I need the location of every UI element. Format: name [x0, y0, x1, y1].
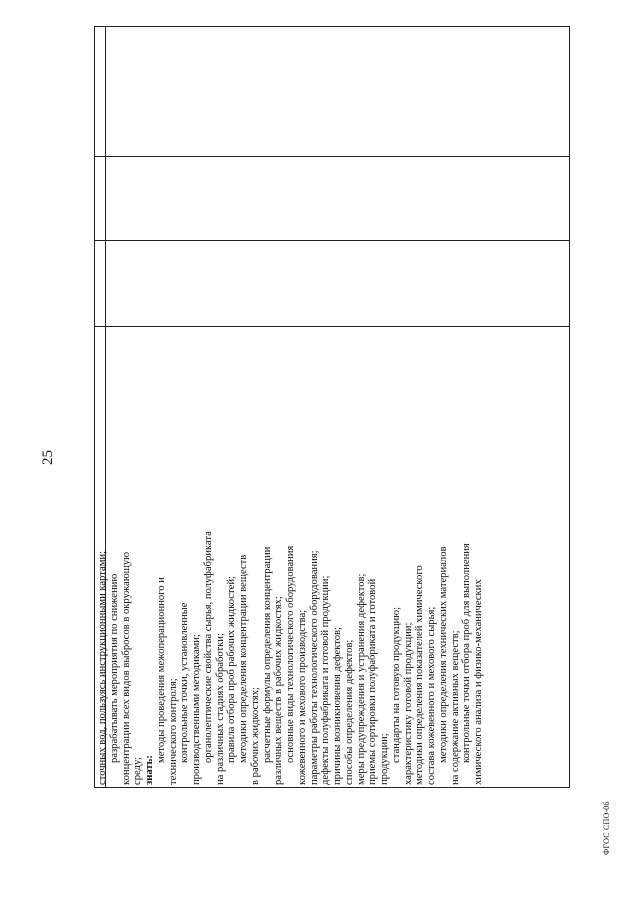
- cell-text-line: методы проведения межоперационного и: [155, 577, 167, 763]
- cell-text-line: технического контроля;: [167, 678, 179, 785]
- cell-text-line: сточных вод, пользуясь инструкционными картами;: [97, 550, 108, 785]
- cell-text-line: химического анализа и физико-механических: [473, 579, 484, 785]
- page-number: 25: [40, 450, 56, 465]
- column-divider-2: [95, 240, 569, 241]
- cell-text-line: меры предупреждения и устранения дефектов;: [355, 573, 367, 785]
- cell-text-line: причины возникновения дефектов;: [332, 627, 343, 785]
- cell-text-line: продукции;: [379, 733, 390, 785]
- cell-text-line: стандарты на готовую продукцию;: [390, 606, 402, 763]
- cell-text-line: знать:: [144, 755, 155, 785]
- cell-text-line: правила отбора проб рабочих жидкостей;: [226, 576, 238, 763]
- cell-text-line: основные виды технологического оборудования: [285, 545, 296, 763]
- cell-text-line: разрабатывать мероприятия по снижению: [108, 573, 120, 763]
- cell-text-line: состава кожевенного и мехового сырья;: [426, 606, 437, 785]
- cell-text-line: методики определения показателей химического: [414, 565, 426, 785]
- table-cell-content: [97, 330, 567, 785]
- cell-text-line: в рабочих жидкостях;: [249, 687, 261, 785]
- column-divider-3: [95, 156, 569, 157]
- cell-text-line: методики определения концентрации веществ: [238, 554, 249, 763]
- cell-text-line: дефекты полуфабриката и готовой продукции;: [320, 575, 332, 785]
- column-divider-1: [95, 326, 569, 327]
- footer-code: ФГОС СПО-06: [602, 801, 611, 855]
- cell-text-line: контрольные точки, установленные: [179, 602, 191, 763]
- cell-text-line: методики определения технических материалов: [437, 546, 449, 763]
- cell-text-line: параметры работы технологического оборудования;: [308, 550, 320, 785]
- cell-text-line: на различных стадиях обработки;: [214, 633, 226, 785]
- cell-text-line: расчетные формулы определения концентрации: [261, 546, 273, 763]
- cell-text-line: концентрации всех видов выбросов в окружающую: [120, 551, 132, 785]
- cell-text-line: кожевенного и мехового производства;: [296, 609, 308, 785]
- cell-text-line: производственными методиками;: [191, 634, 202, 785]
- cell-text-line: характеристику готовой продукции;: [402, 622, 414, 785]
- cell-text-line: приемы сортировки полуфабриката и готовой: [367, 578, 379, 785]
- cell-text-line: органолептические свойства сырья, полуфабриката: [202, 531, 214, 763]
- cell-text-line: среду;: [132, 756, 144, 785]
- cell-text-line: различных веществ в рабочих жидкостях;: [273, 596, 285, 785]
- cell-text-line: способы определения дефектов;: [343, 639, 355, 785]
- cell-text-line: на содержание активных веществ;: [449, 630, 461, 785]
- cell-text-line: контрольные точки отбора проб для выполнения: [461, 543, 473, 763]
